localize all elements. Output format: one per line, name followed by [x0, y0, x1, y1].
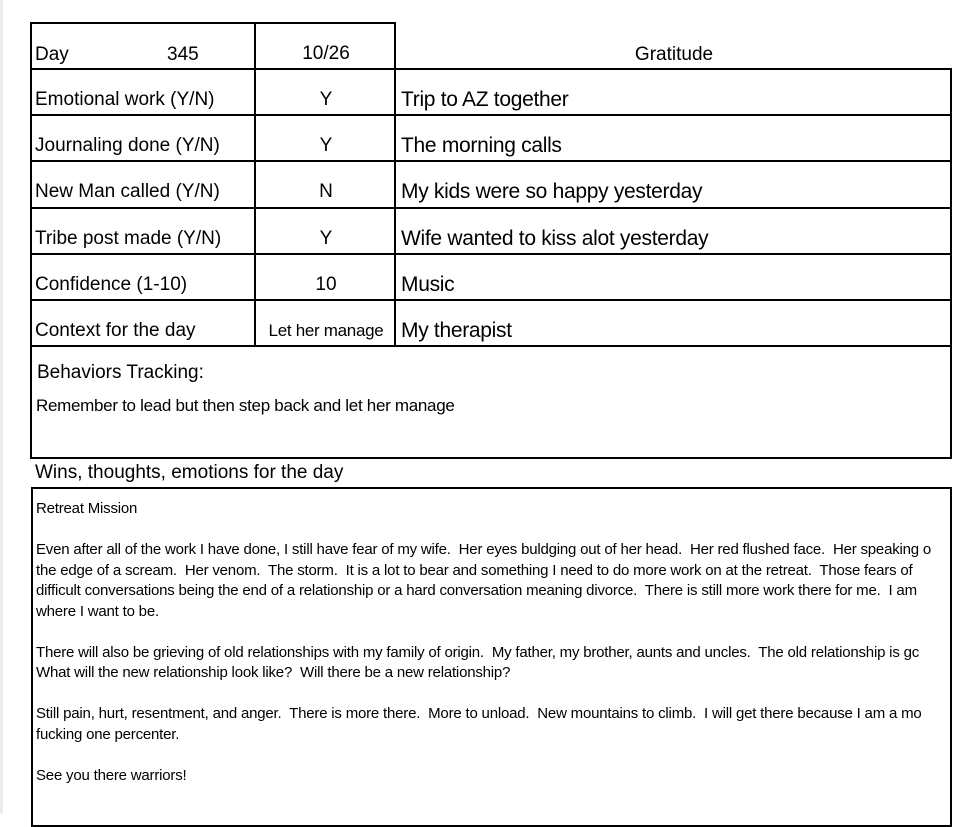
behaviors-text: Remember to lead but then step back and let her manage — [36, 396, 455, 415]
row-label-context: Context for the day — [35, 320, 196, 341]
column-divider — [254, 22, 256, 347]
row-label-journaling: Journaling done (Y/N) — [35, 135, 220, 156]
wins-line: fucking one percenter. — [36, 725, 180, 743]
wins-line: There will also be grieving of old relationships with my family of origin. My father, my brother, aunts and uncles. The old relationship is gc — [36, 643, 920, 661]
row-value-journaling: Y — [319, 135, 333, 156]
row-divider — [30, 207, 952, 209]
row-divider — [30, 299, 952, 301]
gratitude-item-2: The morning calls — [401, 134, 562, 157]
date-value: 10/26 — [302, 43, 350, 64]
gratitude-item-4: Wife wanted to kiss alot yesterday — [401, 227, 709, 250]
wins-line: Even after all of the work I have done, I still have fear of my wife. Her eyes buldging out of her head. Her red flushed face. Her speaking o — [36, 541, 932, 558]
wins-line — [36, 745, 950, 766]
gratitude-item-5: Music — [401, 273, 455, 296]
row-divider — [30, 160, 952, 162]
column-divider — [30, 22, 32, 459]
gratitude-item-1: Trip to AZ together — [401, 88, 569, 111]
gratitude-title: Gratitude — [634, 44, 714, 65]
wins-text-box — [31, 487, 952, 827]
column-divider — [394, 22, 396, 347]
wins-line: where I want to be. — [36, 602, 159, 620]
window-edge — [0, 0, 3, 814]
row-label-tribe-post: Tribe post made (Y/N) — [35, 228, 222, 249]
day-number: 345 — [167, 44, 199, 65]
wins-line: Still pain, hurt, resentment, and anger. There is more there. More to unload. New mountains to climb. I will get there because I am a mo — [36, 705, 922, 722]
row-label-new-man-called: New Man called (Y/N) — [35, 181, 220, 202]
row-value-context: Let her manage — [268, 321, 384, 340]
wins-line: the edge of a scream. Her venom. The storm. It is a lot to bear and something I need to do more work on at the retreat. Those fears of — [36, 561, 913, 579]
behaviors-bottom-border — [30, 457, 952, 459]
row-divider — [30, 68, 952, 70]
behaviors-title: Behaviors Tracking: — [37, 362, 204, 383]
wins-line — [36, 622, 950, 643]
row-value-tribe-post: Y — [319, 228, 333, 249]
row-value-confidence: 10 — [315, 274, 337, 295]
gratitude-item-6: My therapist — [401, 319, 512, 342]
gratitude-item-3: My kids were so happy yesterday — [401, 180, 703, 203]
row-divider — [30, 114, 952, 116]
wins-line: See you there warriors! — [36, 766, 187, 784]
wins-line: Retreat Mission — [36, 500, 138, 517]
row-label-confidence: Confidence (1-10) — [35, 274, 188, 295]
row-value-emotional-work: Y — [319, 89, 333, 110]
table-top-border — [30, 22, 396, 24]
row-value-new-man-called: N — [319, 181, 333, 202]
wins-line — [36, 520, 950, 541]
row-divider — [30, 253, 952, 255]
day-label: Day — [35, 44, 69, 65]
wins-notes — [36, 499, 950, 786]
wins-line: What will the new relationship look like? Will there be a new relationship? — [36, 664, 511, 681]
wins-title: Wins, thoughts, emotions for the day — [35, 462, 344, 483]
row-label-emotional-work: Emotional work (Y/N) — [35, 89, 215, 110]
wins-line — [36, 684, 950, 705]
table-right-border — [950, 68, 952, 459]
wins-line: difficult conversations being the end of a relationship or a hard conversation meaning divorce. There is still more work there for me. I am — [36, 582, 917, 599]
row-divider — [30, 345, 952, 347]
